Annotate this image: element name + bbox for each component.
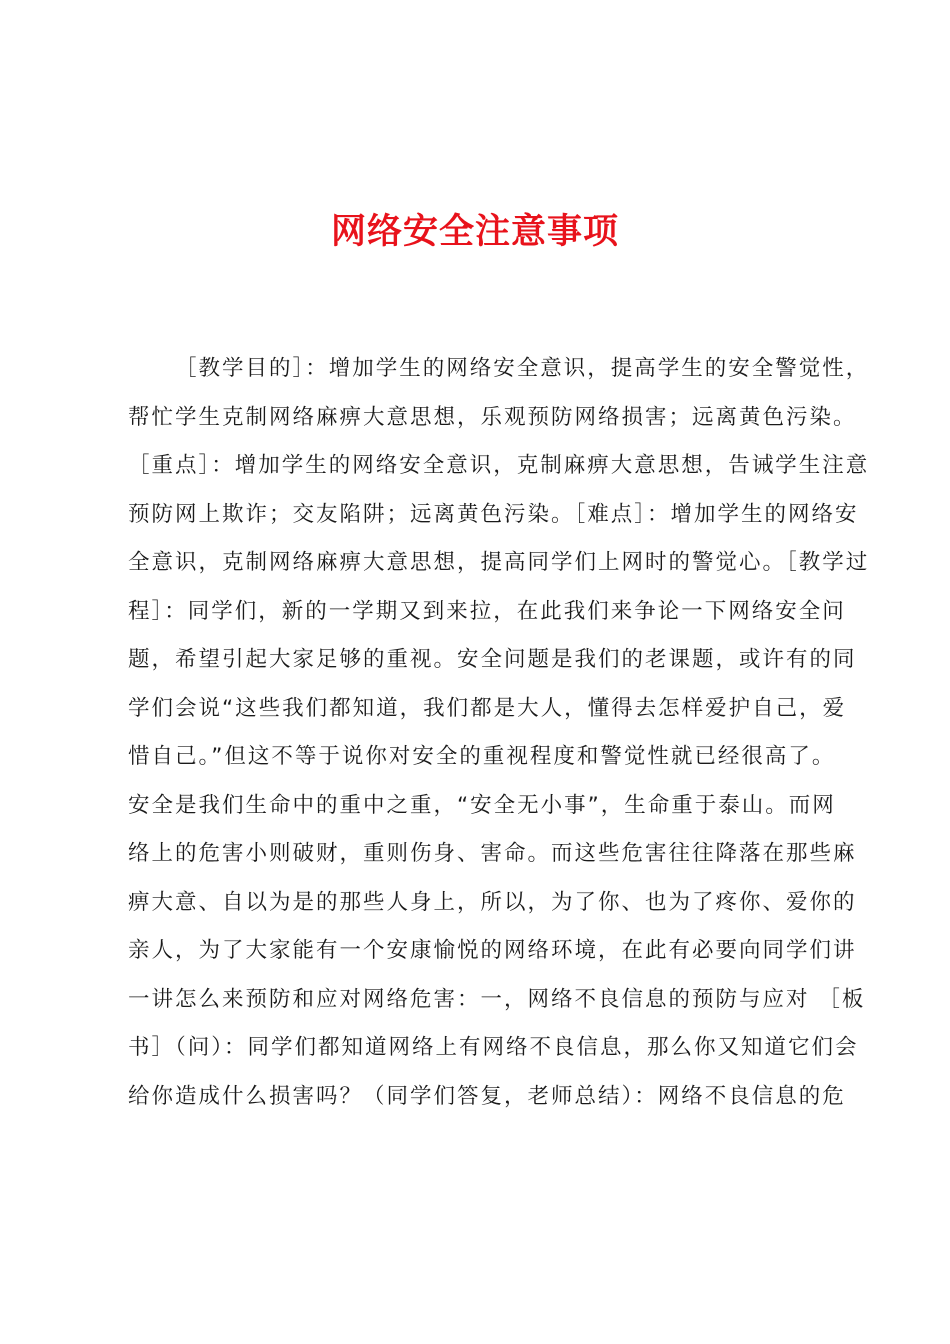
body-line: 安全是我们生命中的重中之重，“安全无小事”，生命重于泰山。而网 (128, 792, 836, 818)
body-line: 学们会说“这些我们都知道，我们都是大人，懂得去怎样爱护自己，爱 (128, 695, 847, 721)
document-body (128, 345, 870, 1121)
body-line: 书］（问）：同学们都知道网络上有网络不良信息，那么你又知道它们会 (128, 1035, 859, 1060)
body-line: 痹大意、自以为是的那些人身上，所以，为了你、也为了疼你、爱你的 (128, 889, 857, 915)
body-line: 帮忙学生克制网络麻痹大意思想，乐观预防网络损害；远离黄色污染。 (128, 404, 857, 430)
body-line: 给你造成什么损害吗？（同学们答复，老师总结）：网络不良信息的危 (128, 1083, 846, 1109)
body-line: 一讲怎么来预防和应对网络危害：一，网络不良信息的预防与应对 ［板 (128, 986, 866, 1012)
body-line: 题，希望引起大家足够的重视。安全问题是我们的老课题，或许有的同 (128, 647, 857, 672)
document-title: 网络安全注意事项 (330, 211, 619, 252)
body-line: 全意识，克制网络麻痹大意思想，提高同学们上网时的警觉心。［教学过 (128, 550, 870, 575)
body-line: ［重点］：增加学生的网络安全意识，克制麻痹大意思想，告诫学生注意 (128, 453, 870, 478)
body-line: 惜自己。”但这不等于说你对安全的重视程度和警觉性就已经很高了。 (128, 744, 836, 769)
body-line: 程］：同学们，新的一学期又到来拉，在此我们来争论一下网络安全问 (128, 598, 846, 624)
body-line: ［教学目的］：增加学生的网络安全意识，提高学生的安全警觉性， (175, 356, 870, 381)
body-line: 亲人，为了大家能有一个安康愉悦的网络环境，在此有必要向同学们讲 (128, 938, 857, 963)
body-line: 络上的危害小则破财，重则伤身、害命。而这些危害往往降落在那些麻 (128, 841, 857, 866)
body-line: 预防网上欺诈；交友陷阱；远离黄色污染。［难点］：增加学生的网络安 (128, 501, 859, 527)
